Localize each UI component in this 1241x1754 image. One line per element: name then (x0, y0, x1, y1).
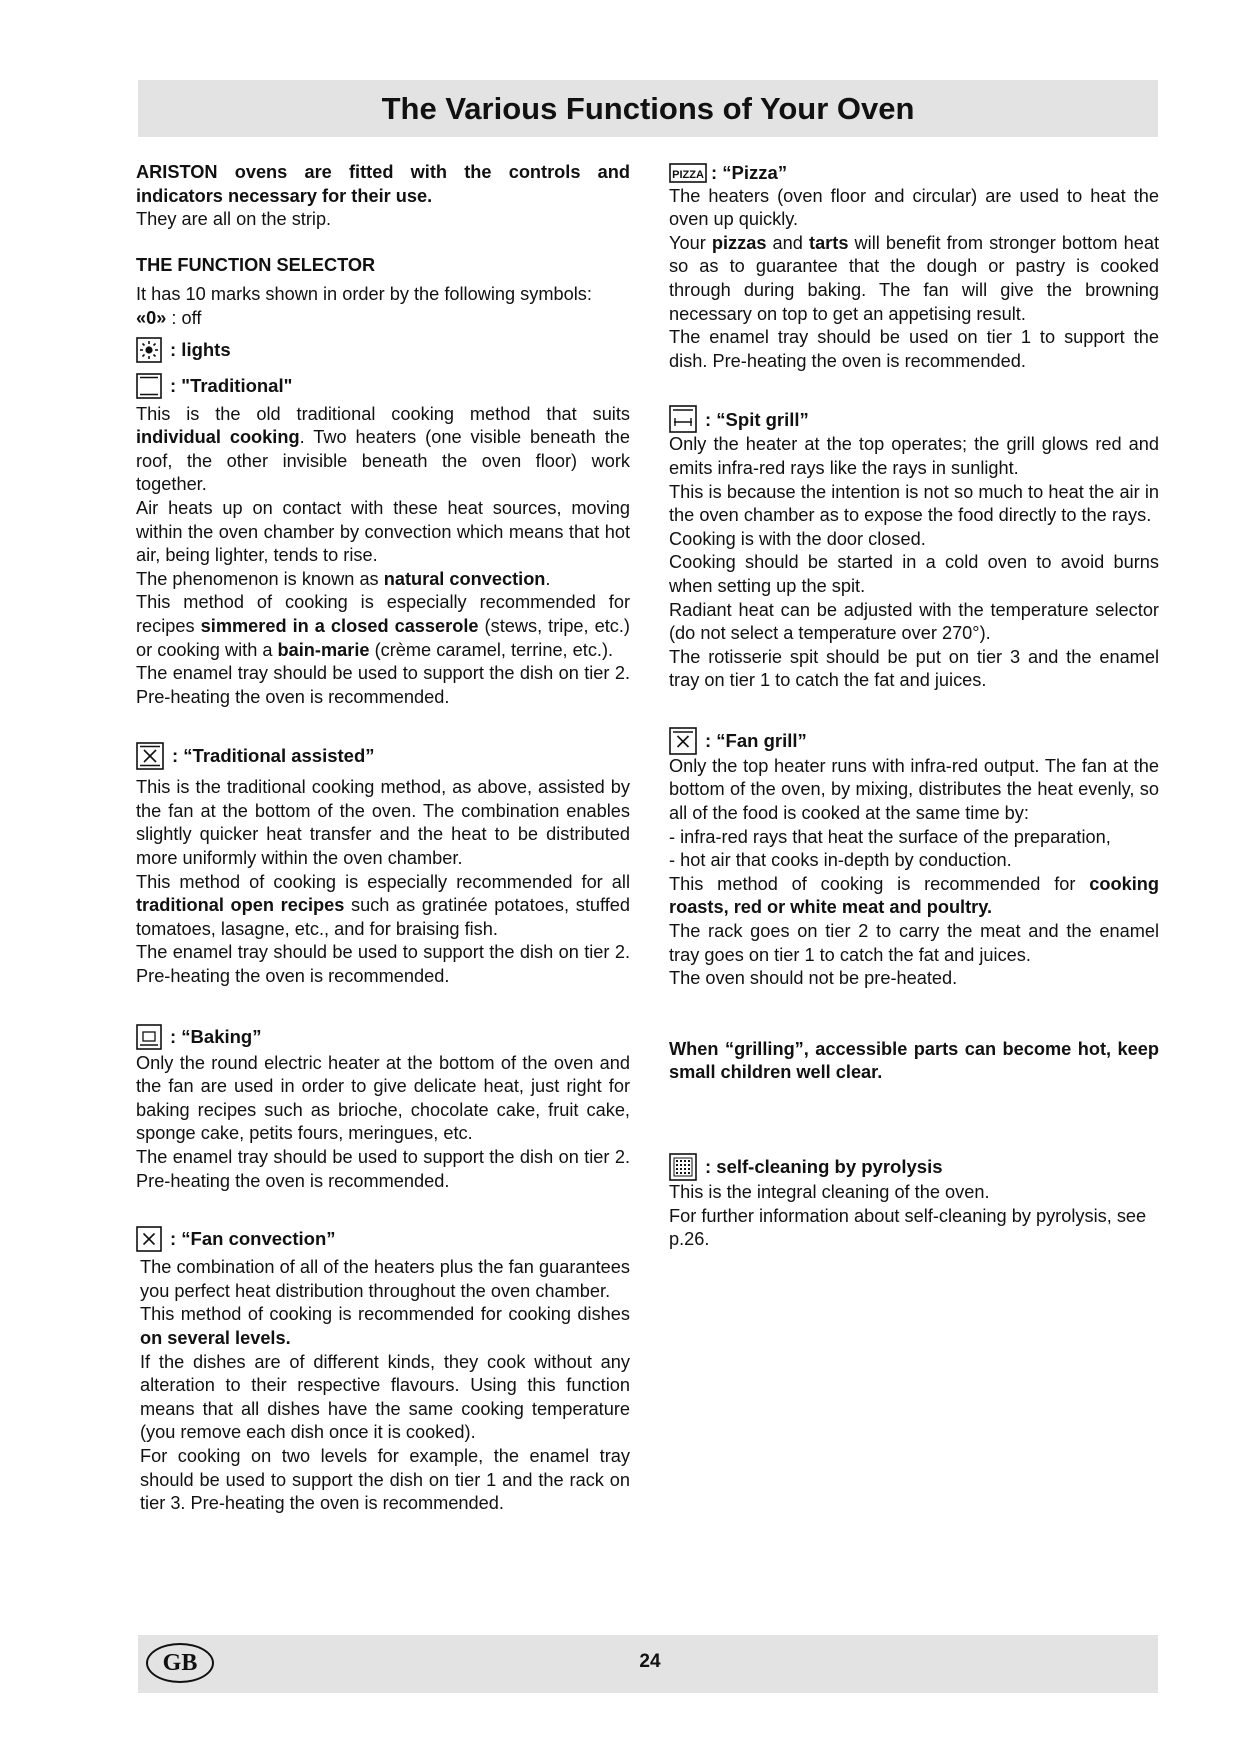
trad-assisted-label: : “Traditional assisted” (172, 745, 375, 767)
pizza-p1: The heaters (oven floor and circular) are used to heat the oven up quickly. (669, 185, 1159, 230)
spit-grill-heading (669, 405, 1159, 433)
spit-grill-p3: Cooking is with the door closed. (669, 528, 926, 549)
trad-assisted-p2: This method of cooking is especially recommended for all traditional open recipes such as gratinée potatoes, stuffed tomatoes, lasagne, etc., and for braising fish. (136, 871, 630, 939)
fan-grill-icon (669, 727, 697, 755)
spit-grill-p1: Only the heater at the top operates; the grill glows red and emits infra-red rays like the rays in sunlight. (669, 434, 1159, 478)
baking-body (136, 1052, 630, 1194)
intro-line2: They are all on the strip. (136, 209, 332, 230)
pizza-body (669, 185, 1159, 374)
baking-p2: The enamel tray should be used to support the dish on tier 2. Pre-heating the oven is recommended. (136, 1147, 630, 1191)
pizza-p3: The enamel tray should be used on tier 1 to support the dish. Pre-heating the oven is recommended. (669, 327, 1159, 371)
intro-lead: ARISTON ovens are fitted with the controls and indicators necessary for their use. (136, 162, 630, 206)
off-mark (136, 307, 630, 331)
pyrolysis-body (669, 1181, 1159, 1252)
page-title: The Various Functions of Your Oven (381, 90, 915, 126)
lights-heading (136, 337, 630, 363)
spit-grill-p2: This is because the intention is not so much to heat the air in the oven chamber as to expose the food directly to the rays. (669, 481, 1159, 526)
fan-convection-body (136, 1256, 630, 1516)
lights-label: : lights (170, 338, 231, 360)
spit-grill-label: : “Spit grill” (705, 408, 809, 430)
traditional-p3: The phenomenon is known as natural convection. (136, 568, 551, 589)
baking-heading (136, 1024, 630, 1050)
trad-assisted-icon (136, 742, 164, 770)
fan-grill-p4: The oven should not be pre-heated. (669, 968, 958, 989)
traditional-body (136, 403, 630, 710)
fan-grill-p2: This method of cooking is recommended for cooking roasts, red or white meat and poultry. (669, 873, 1159, 918)
spit-grill-p4: Cooking should be started in a cold oven to avoid burns when setting up the spit. (669, 552, 1159, 596)
page-number: 24 (639, 1651, 661, 1672)
baking-p1: Only the round electric heater at the bottom of the oven and the fan are used in order to give delicate heat, just right for baking recipes such as brioche, chocolate cake, fruit cake, sponge cake, petits fours, meringues, etc. (136, 1052, 630, 1144)
function-selector-heading: THE FUNCTION SELECTOR (136, 254, 376, 275)
trad-assisted-p3: The enamel tray should be used to support the dish on tier 2. Pre-heating the oven is recommended. (136, 942, 630, 987)
fan-convection-label: : “Fan convection” (170, 1228, 336, 1250)
pizza-icon (669, 163, 707, 183)
right-column (669, 161, 1159, 1252)
grill-warning: When “grilling”, accessible parts can become hot, keep small children well clear. (669, 1038, 1159, 1083)
pyrolysis-icon (669, 1153, 697, 1181)
spit-grill-p6: The rotisserie spit should be put on tier 3 and the enamel tray on tier 1 to catch the fat and juices. (669, 646, 1159, 691)
svg-text:PIZZA: PIZZA (672, 168, 704, 181)
pizza-label: : “Pizza” (711, 162, 788, 183)
fan-grill-label: : “Fan grill” (705, 730, 807, 752)
trad-assisted-body (136, 776, 630, 988)
traditional-p4: This method of cooking is especially recommended for recipes simmered in a closed casserole (stews, tripe, etc.) or cooking with a bain-marie (crème caramel, terrine, etc.). (136, 592, 630, 660)
lights-icon (136, 337, 162, 363)
traditional-icon (136, 373, 162, 399)
baking-label: : “Baking” (170, 1025, 262, 1047)
pizza-p2: Your pizzas and tarts will benefit from stronger bottom heat so as to guarantee that the dough or pastry is cooked through during baking. The fan will give the browning necessary on top to get an appetising result. (669, 232, 1160, 324)
fan-convection-icon (136, 1226, 162, 1252)
left-column (136, 161, 630, 1516)
trad-assisted-p1: This is the traditional cooking method, as above, assisted by the fan at the bottom of the oven. The combination enables slightly quicker heat transfer and the heat to be distributed more uniformly within the oven chamber. (136, 777, 630, 869)
pyrolysis-p1: This is the integral cleaning of the oven. (669, 1182, 990, 1202)
title-bar (138, 80, 1158, 137)
fan-convection-p1: The combination of all of the heaters plus the fan guarantees you perfect heat distribution throughout the oven chamber. (140, 1257, 630, 1301)
fan-convection-p3: If the dishes are of different kinds, they cook without any alteration to their respective flavours. Using this function means that all dishes have the same cooking temperature (you remove each dish once it is cooked). (140, 1351, 630, 1443)
off-symbol: «0» (136, 307, 167, 328)
pyrolysis-label: : self-cleaning by pyrolysis (705, 1156, 943, 1178)
off-label: : off (166, 307, 202, 328)
fan-grill-bullet2: - hot air that cooks in-depth by conduction. (669, 850, 1012, 871)
fan-grill-body (669, 755, 1159, 991)
spit-grill-p5: Radiant heat can be adjusted with the temperature selector (do not select a temperature over 270°). (669, 599, 1159, 644)
fan-grill-p3: The rack goes on tier 2 to carry the meat and the enamel tray goes on tier 1 to catch the fat and juices. (669, 921, 1159, 965)
traditional-p2: Air heats up on contact with these heat sources, moving within the oven chamber by convection which means that hot air, being lighter, tends to rise. (136, 497, 630, 566)
pizza-heading (669, 161, 1159, 185)
marks-text: It has 10 marks shown in order by the following symbols: (136, 284, 592, 305)
baking-icon (136, 1024, 162, 1050)
fan-convection-p4: For cooking on two levels for example, the enamel tray should be used to support the dish on tier 1 and the rack on tier 3. Pre-heating the oven is recommended. (140, 1445, 630, 1514)
trad-assisted-heading (136, 742, 630, 770)
pyrolysis-heading (669, 1153, 1159, 1181)
fan-convection-heading (136, 1226, 630, 1252)
fan-grill-heading (669, 727, 1159, 755)
fan-grill-p1: Only the top heater runs with infra-red output. The fan at the bottom of the oven, by mixing, distributes the heat evenly, so all of the food is cooked at the same time by: (669, 755, 1159, 824)
traditional-p1: This is the old traditional cooking method that suits individual cooking. Two heaters (one visible beneath the roof, the other invisible beneath the oven floor) work together. (136, 403, 631, 495)
spit-grill-icon (669, 405, 697, 433)
spit-grill-body (669, 433, 1159, 693)
traditional-label: : "Traditional" (170, 374, 293, 396)
gb-country-logo: GB (146, 1643, 214, 1683)
pyrolysis-p2: For further information about self-cleaning by pyrolysis, see p.26. (669, 1205, 1147, 1250)
fan-convection-p2: This method of cooking is recommended for cooking dishes on several levels. (140, 1304, 630, 1348)
fan-grill-bullet1: - infra-red rays that heat the surface of the preparation, (669, 826, 1111, 847)
traditional-p5: The enamel tray should be used to support the dish on tier 2. Pre-heating the oven is recommended. (136, 663, 630, 707)
traditional-heading (136, 373, 630, 399)
